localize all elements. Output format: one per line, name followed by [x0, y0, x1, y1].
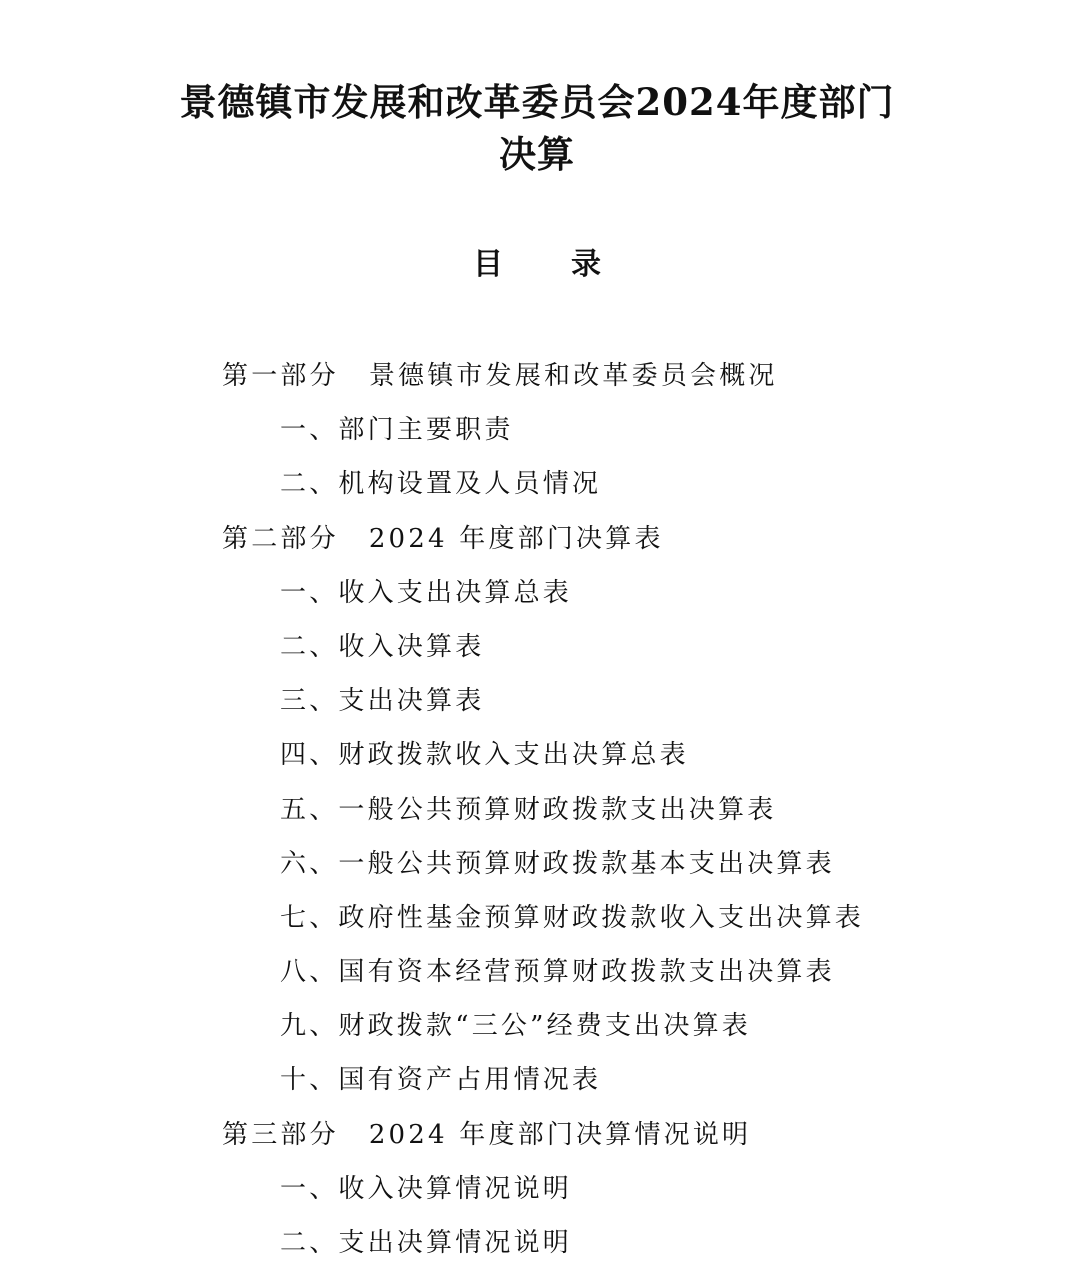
toc-part-2-number: 第二部分: [222, 523, 339, 554]
toc-item: 一、收入支出决算总表: [280, 577, 573, 608]
toc-item: 六、一般公共预算财政拨款基本支出决算表: [280, 848, 835, 879]
toc-item: 一、收入决算情况说明: [280, 1173, 573, 1204]
toc-item: 二、支出决算情况说明: [280, 1228, 573, 1258]
toc-item: 二、机构设置及人员情况: [280, 469, 602, 500]
toc-heading: [0, 243, 1074, 287]
toc-item: 九、财政拨款“三公”经费支出决算表: [280, 1011, 751, 1042]
toc-part-1-title: 景德镇市发展和改革委员会概况: [368, 361, 778, 391]
toc-heading-char2: 录: [571, 247, 601, 282]
toc-part-3-number: 第三部分: [222, 1119, 339, 1150]
document-title-line1: 景德镇市发展和改革委员会2024年度部门: [179, 80, 895, 124]
toc-part-3-title: 2024 年度部门决算情况说明: [368, 1119, 752, 1150]
toc-item: 七、政府性基金预算财政拨款收入支出决算表: [280, 902, 865, 933]
toc-heading-char1: 目: [473, 247, 503, 282]
toc-part-2: [0, 512, 1074, 566]
toc-part-2-title: 2024 年度部门决算表: [368, 523, 664, 554]
toc-part-1: [0, 349, 1074, 403]
toc-part-3: [0, 1108, 1074, 1162]
toc-item: 一、部门主要职责: [280, 415, 514, 446]
toc-item: 三、支出决算表: [280, 686, 485, 717]
toc-item: 四、财政拨款收入支出决算总表: [280, 740, 689, 771]
toc-part-1-number: 第一部分: [222, 361, 339, 391]
toc-item: 二、收入决算表: [280, 631, 485, 662]
document-title-line2: 决算: [499, 132, 575, 176]
table-of-contents: [0, 349, 1074, 1270]
toc-item: 五、一般公共预算财政拨款支出决算表: [280, 794, 777, 825]
toc-item: 十、国有资产占用情况表: [280, 1065, 602, 1096]
toc-item: 八、国有资本经营预算财政拨款支出决算表: [280, 957, 835, 988]
